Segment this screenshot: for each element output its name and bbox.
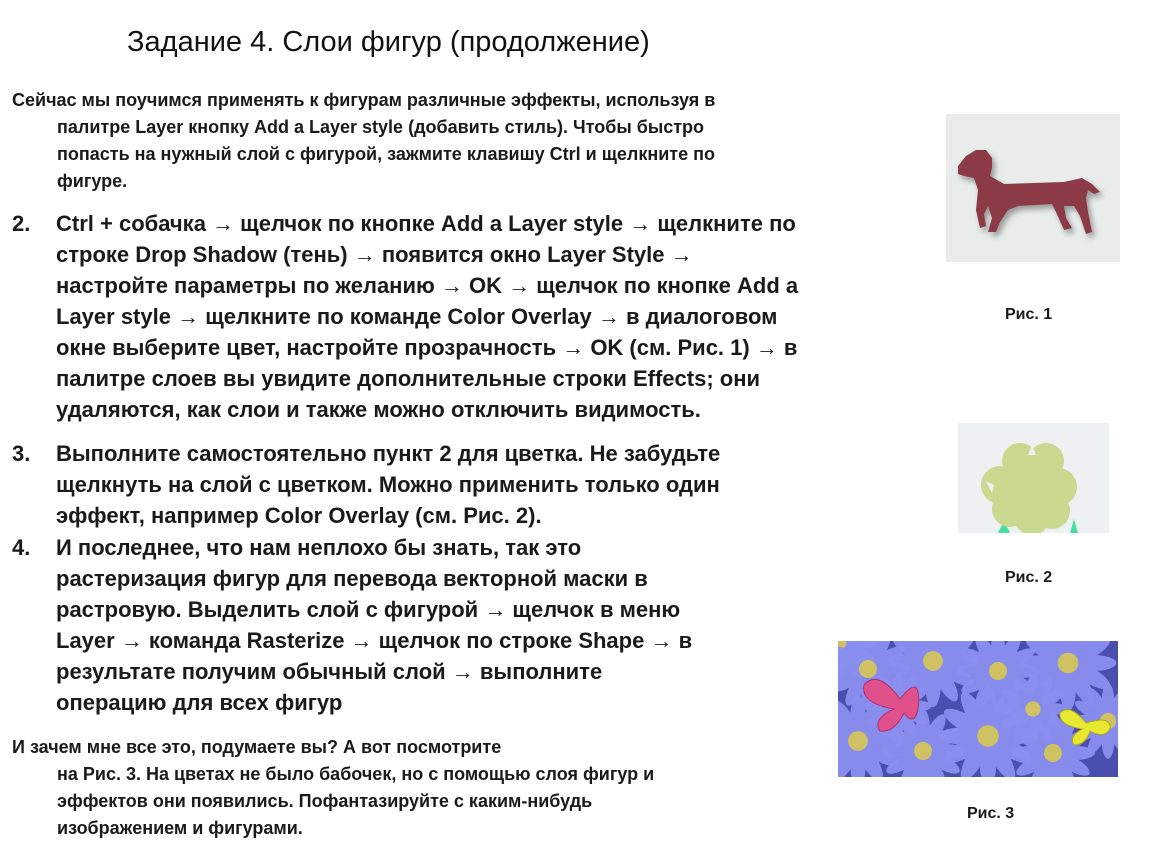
item-number: 2. [12, 211, 31, 236]
text-line: операцию для всех фигур [56, 690, 343, 715]
text-line: палитре Layer кнопку Add a Layer style (добавить стиль). Чтобы быстро [57, 117, 705, 137]
list-item-2 [12, 208, 798, 425]
text-line: изображением и фигурами. [57, 818, 303, 838]
text-line: Layer style → щелкните по команде Color Overlay → в диалоговом [56, 304, 778, 329]
text-line: фигуре. [57, 171, 128, 191]
text-line: строке Drop Shadow (тень) → появится окно Layer Style → [56, 242, 693, 267]
figure-2-image [958, 423, 1109, 533]
page-title: Задание 4. Слои фигур (продолжение) [127, 26, 650, 58]
figure-2-caption: Рис. 2 [1005, 569, 1053, 586]
text-line: И последнее, что нам неплохо бы знать, так это [56, 535, 582, 560]
text-line: растровую. Выделить слой с фигурой → щелчок в меню [56, 597, 681, 622]
list-item-3 [12, 438, 720, 531]
text-line: результате получим обычный слой → выполните [56, 659, 603, 684]
figure-1-image [946, 114, 1120, 262]
text-line: Layer → команда Rasterize → щелчок по строке Shape → в [56, 628, 693, 653]
text-line: окне выберите цвет, настройте прозрачность → OK (см. Рис. 1) → в [56, 335, 798, 360]
item-number: 4. [12, 535, 31, 560]
text-line: И зачем мне все это, подумаете вы? А вот посмотрите [12, 737, 502, 757]
text-line: Сейчас мы поучимся применять к фигурам различные эффекты, используя в [12, 90, 716, 110]
text-line: эффектов они появились. Пофантазируйте с каким-нибудь [57, 791, 593, 811]
text-line: палитре слоев вы увидите дополнительные строки Effects; они [56, 366, 761, 391]
text-line: Выполните самостоятельно пункт 2 для цветка. Не забудьте [56, 441, 721, 466]
flower-shape-icon [958, 423, 1109, 533]
text-line: настройте параметры по желанию → OK → щелчок по кнопке Add a [56, 273, 799, 298]
text-line: попасть на нужный слой с фигурой, зажмите клавишу Ctrl и щелкните по [57, 144, 715, 164]
text-line: удаляются, как слои и также можно отключить видимость. [56, 397, 701, 422]
text-line: растеризация фигур для перевода векторной маски в [56, 566, 648, 591]
item-number: 3. [12, 441, 31, 466]
text-line: эффект, например Color Overlay (см. Рис. 2). [56, 503, 542, 528]
dog-silhouette-icon [946, 114, 1120, 262]
text-line: Ctrl + собачка → щелчок по кнопке Add a Layer style → щелкните по [56, 211, 796, 236]
butterflies-on-flowers-icon [838, 641, 1118, 777]
text-line: щелкнуть на слой с цветком. Можно применить только один [56, 472, 720, 497]
figure-1-caption: Рис. 1 [1005, 306, 1053, 323]
figure-3-image [838, 641, 1118, 777]
text-line: на Рис. 3. На цветах не было бабочек, но с помощью слоя фигур и [57, 764, 655, 784]
figure-3-caption: Рис. 3 [967, 805, 1015, 822]
list-item-4 [12, 532, 692, 718]
intro-paragraph [12, 87, 715, 195]
outro-paragraph [12, 734, 654, 842]
